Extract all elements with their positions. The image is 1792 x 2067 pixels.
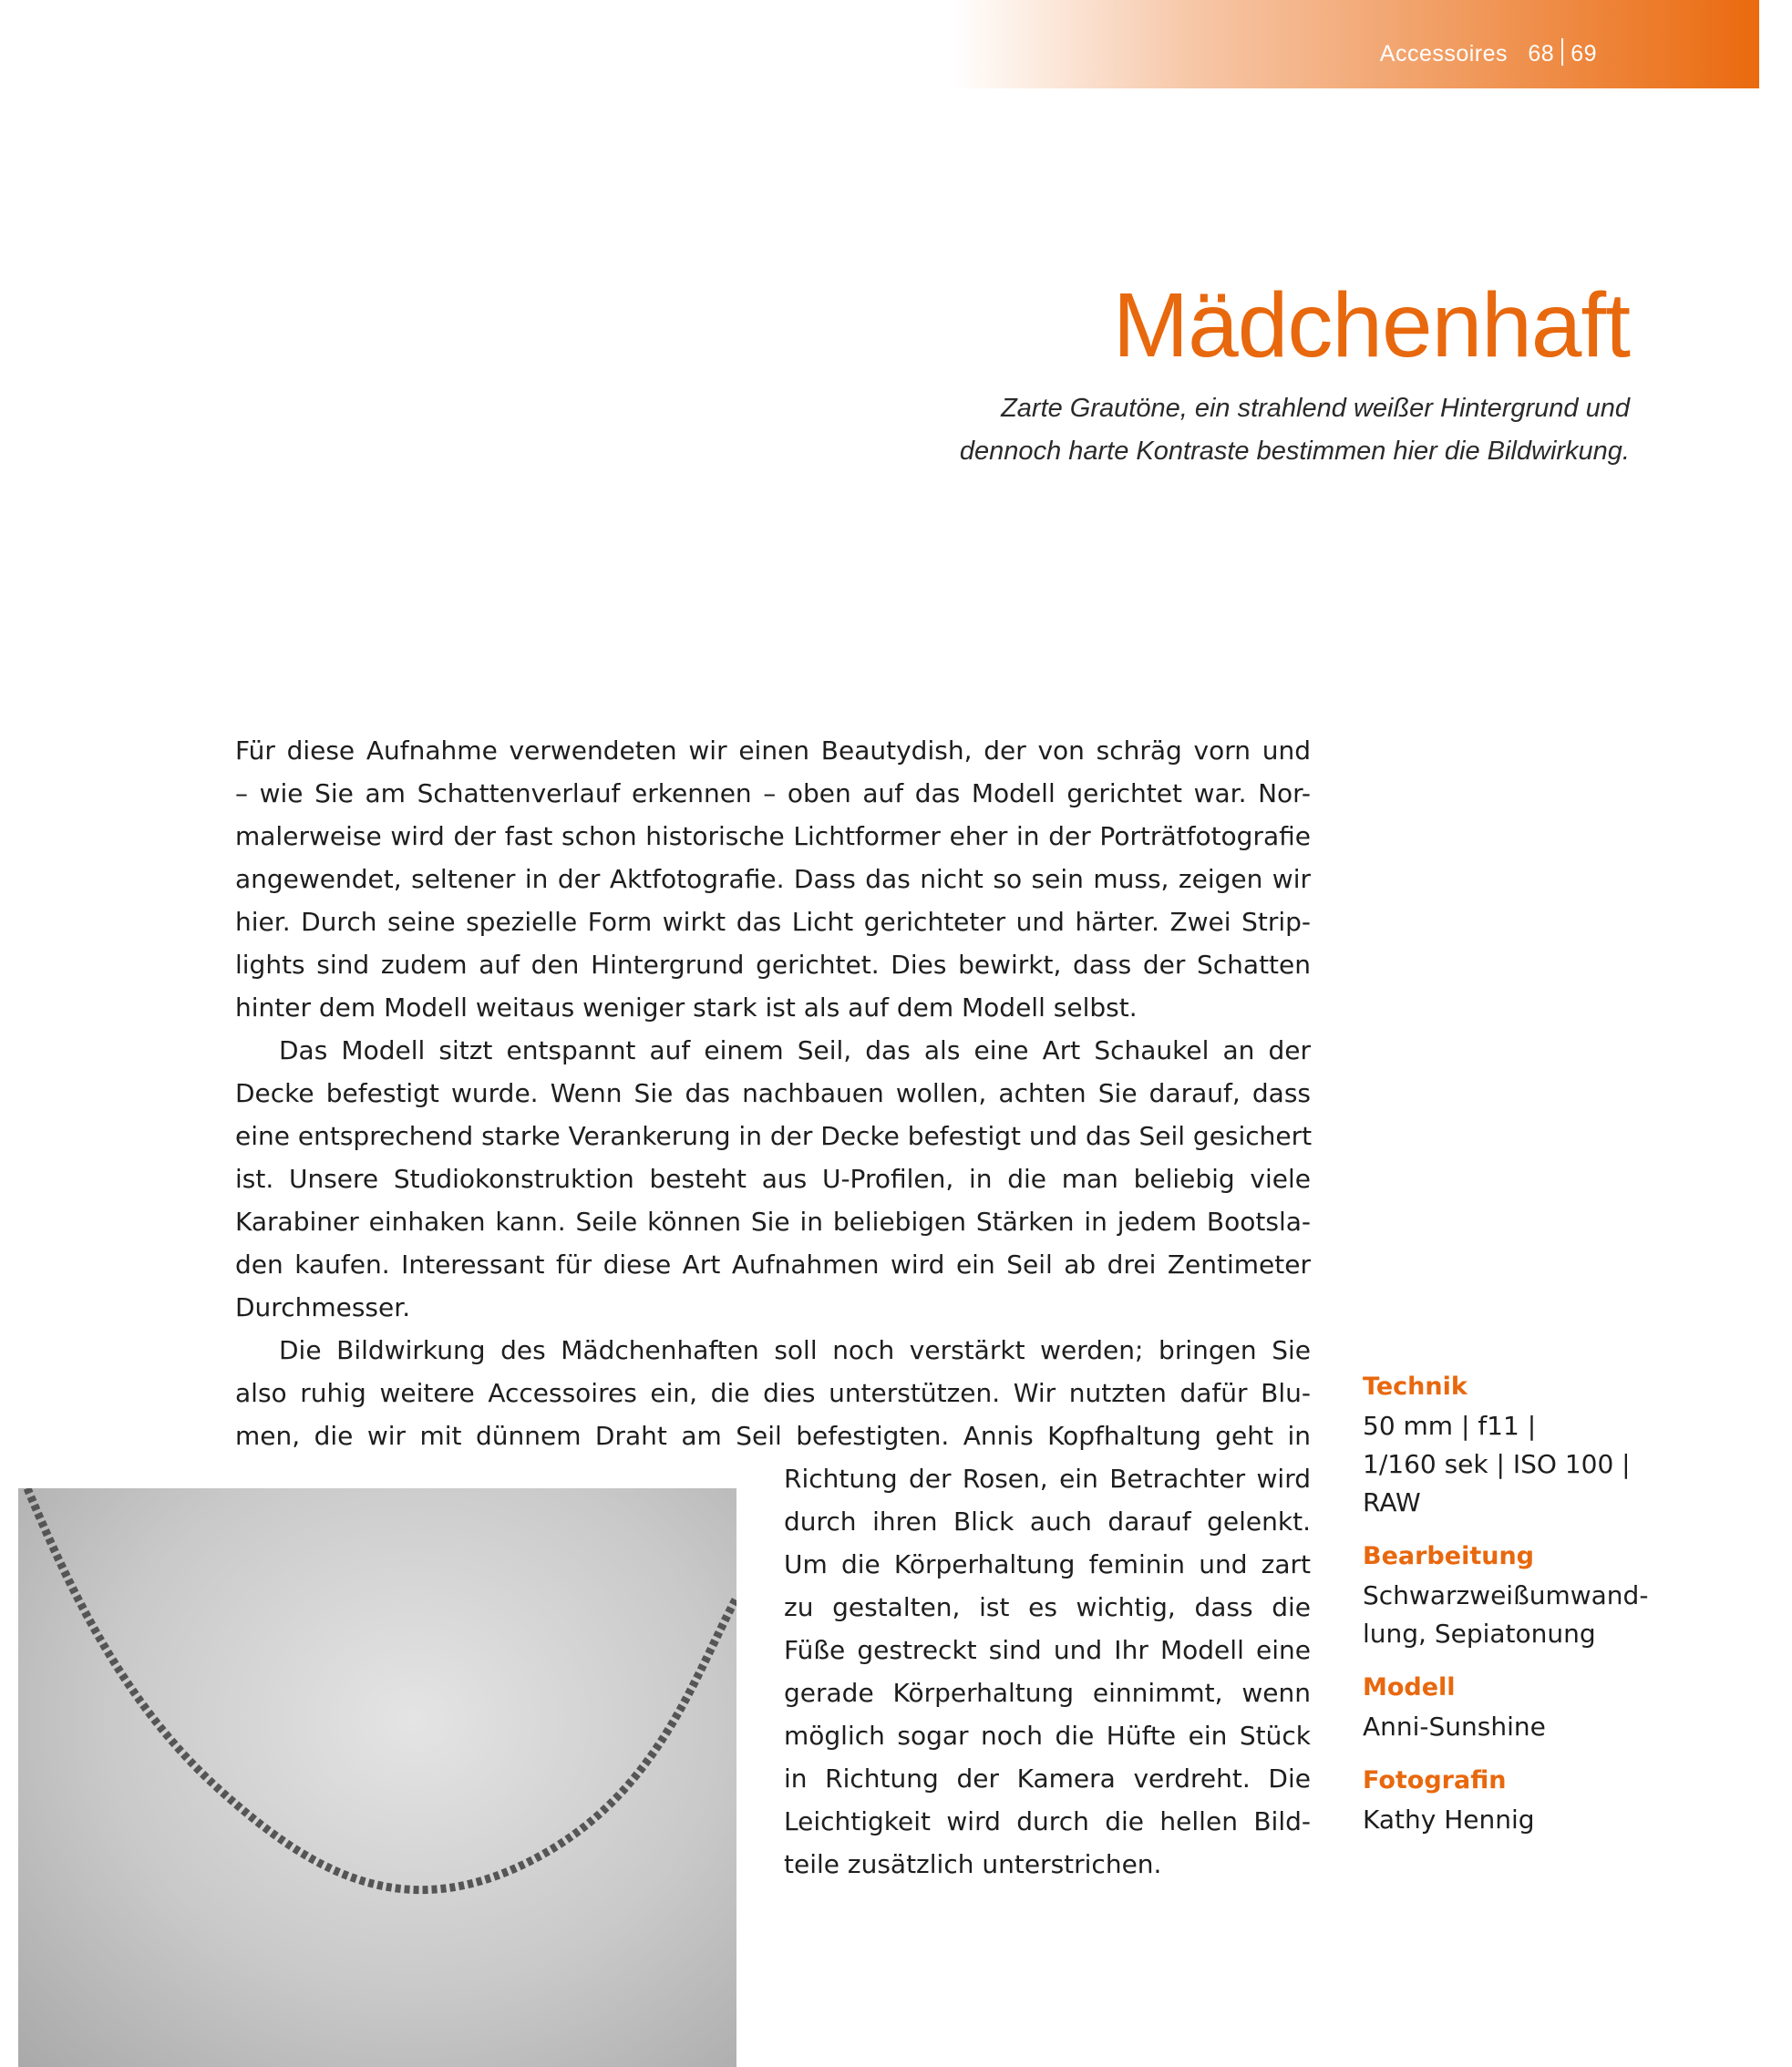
subtitle-line: dennoch harte Kontraste bestimmen hier die Bildwirkung. <box>959 437 1630 466</box>
body-line: Karabiner einhaken kann. Seile können Sie in beliebigen Stärken in jedem Bootsla- <box>235 1207 1311 1237</box>
body-line: durch ihren Blick auch darauf gelenkt. <box>784 1507 1311 1537</box>
body-line: möglich sogar noch die Hüfte ein Stück <box>784 1721 1311 1751</box>
info-value: 1/160 sek | ISO 100 | <box>1363 1449 1631 1479</box>
body-line: Leichtigkeit wird durch die hellen Bild- <box>784 1806 1311 1836</box>
rope <box>27 1488 736 1890</box>
body-line: – wie Sie am Schattenverlauf erkennen – oben auf das Modell gerichtet war. Nor- <box>235 778 1311 808</box>
info-heading: Modell <box>1363 1673 1456 1702</box>
body-line: lights sind zudem auf den Hintergrund gerichtet. Dies bewirkt, dass der Schatten <box>235 950 1311 980</box>
header-bar <box>951 0 1759 88</box>
body-line: also ruhig weitere Accessoires ein, die dies unterstützen. Wir nutzten dafür Blu- <box>235 1378 1311 1408</box>
body-line: men, die wir mit dünnem Draht am Seil befestigten. Annis Kopfhaltung geht in <box>235 1421 1311 1451</box>
body-line: Das Modell sitzt entspannt auf einem Seil, das als eine Art Schaukel an der <box>279 1035 1311 1065</box>
body-line: Durchmesser. <box>235 1292 411 1322</box>
body-line: teile zusätzlich unterstrichen. <box>784 1849 1162 1879</box>
body-line: Die Bildwirkung des Mädchenhaften soll noch verstärkt werden; bringen Sie <box>279 1335 1311 1365</box>
rope-illustration <box>18 1488 736 2067</box>
info-value: 50 mm | f11 | <box>1363 1411 1537 1441</box>
info-value: lung, Sepiatonung <box>1363 1619 1596 1649</box>
info-heading: Bearbeitung <box>1363 1542 1534 1570</box>
info-value: Schwarzweißumwand- <box>1363 1580 1649 1610</box>
body-line: Decke befestigt wurde. Wenn Sie das nachbauen wollen, achten Sie darauf, dass <box>235 1078 1311 1108</box>
body-line: Für diese Aufnahme verwendeten wir einen Beautydish, der von schräg vorn und <box>235 735 1311 766</box>
info-sidebar <box>1363 1367 1648 1839</box>
page-title: Mädchenhaft <box>1112 274 1630 376</box>
page-number-left: 68 <box>1528 41 1555 67</box>
info-heading: Fotografin <box>1363 1766 1507 1794</box>
info-value: Kathy Hennig <box>1363 1805 1535 1835</box>
body-line: zu gestalten, ist es wichtig, dass die <box>784 1592 1311 1622</box>
body-line: ist. Unsere Studiokonstruktion besteht aus U-Profilen, in die man beliebig viele <box>235 1164 1311 1194</box>
subtitle <box>718 387 1630 473</box>
body-line: eine entsprechend starke Verankerung in der Decke befestigt und das Seil gesichert <box>235 1121 1313 1151</box>
running-header <box>1380 38 1597 67</box>
info-value: RAW <box>1363 1487 1421 1517</box>
body-line: Richtung der Rosen, ein Betrachter wird <box>784 1464 1311 1494</box>
page-separator <box>1561 38 1563 66</box>
body-line: angewendet, seltener in der Aktfotografie. Dass das nicht so sein muss, zeigen wir <box>235 864 1311 894</box>
body-line: hier. Durch seine spezielle Form wirkt das Licht gerichteter und härter. Zwei Strip- <box>235 907 1311 937</box>
section-name: Accessoires <box>1379 41 1509 67</box>
subtitle-line: Zarte Grautöne, ein strahlend weißer Hintergrund und <box>1001 394 1630 423</box>
body-line: gerade Körperhaltung einnimmt, wenn <box>784 1678 1311 1708</box>
photo <box>18 1488 736 2067</box>
body-line: malerweise wird der fast schon historische Lichtformer eher in der Porträtfotografie <box>235 821 1311 851</box>
body-line: Um die Körperhaltung feminin und zart <box>784 1549 1311 1579</box>
body-line: Füße gestreckt sind und Ihr Modell eine <box>784 1635 1311 1665</box>
info-heading: Technik <box>1363 1373 1468 1401</box>
body-line: hinter dem Modell weitaus weniger stark ist als auf dem Modell selbst. <box>235 992 1138 1023</box>
page-number-right: 69 <box>1571 41 1597 67</box>
body-line: in Richtung der Kamera verdreht. Die <box>784 1764 1311 1794</box>
body-line: den kaufen. Interessant für diese Art Aufnahmen wird ein Seil ab drei Zentimeter <box>235 1249 1311 1280</box>
info-value: Anni-Sunshine <box>1363 1712 1546 1742</box>
